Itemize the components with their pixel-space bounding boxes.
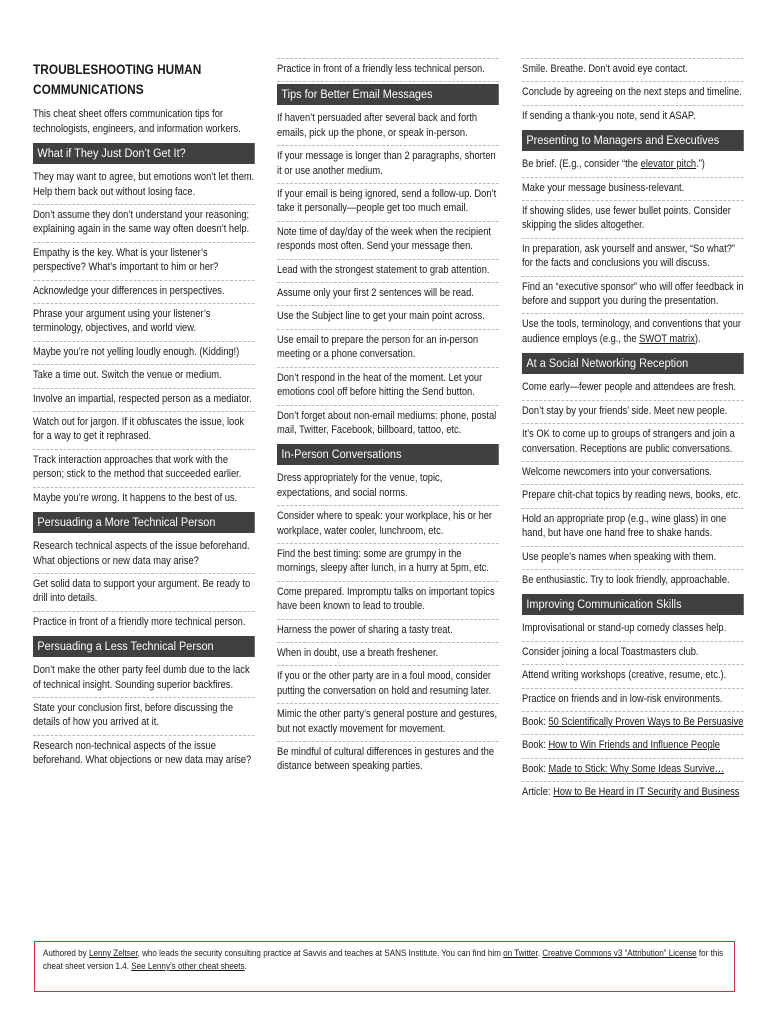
tip-item: Come early—fewer people and attendees are fresh. — [522, 377, 744, 400]
tip-item — [522, 154, 744, 177]
tip-item: Research technical aspects of the issue beforehand. What objections or new data may arise? — [33, 536, 255, 574]
tip-item: Practice on friends and in low-risk environments. — [522, 689, 744, 712]
tip-text: Use the tools, terminology, and conventions that your audience employs (e.g., the — [522, 318, 742, 345]
tip-item: If haven’t persuaded after several back and forth emails, pick up the phone, or speak in-person. — [277, 108, 499, 146]
tip-item: Phrase your argument using your listener’s terminology, objectives, and world view. — [33, 304, 255, 342]
tip-item: Watch out for jargon. If it obfuscates the issue, look for a way to get it rephrased. — [33, 412, 255, 450]
resource-prefix: Book: — [522, 739, 549, 752]
tip-text: .”) — [696, 158, 705, 171]
tip-item: In preparation, ask yourself and answer, “So what?” for the facts and conclusions you will discuss. — [522, 239, 744, 277]
tip-item: Practice in front of a friendly more technical person. — [33, 615, 246, 628]
tip-item: Find the best timing: some are grumpy in the mornings, sleepy after lunch, in a hurry at 5pm, etc. — [277, 544, 499, 582]
resource-item — [522, 712, 744, 735]
tip-item: Improvisational or stand-up comedy classes help. — [522, 618, 744, 641]
tip-item: Come prepared. Impromptu talks on important topics have been known to lead to trouble. — [277, 582, 499, 620]
tip-item: Be enthusiastic. Try to look friendly, approachable. — [522, 573, 730, 586]
tip-item: Lead with the strongest statement to grab attention. — [277, 260, 499, 283]
section-skills — [522, 618, 744, 804]
tip-item: Take a time out. Switch the venue or medium. — [33, 365, 255, 388]
author-link[interactable]: Lenny Zeltser — [88, 948, 138, 958]
tip-item: Don’t respond in the heat of the moment. Let your emotions cool off before hitting the Send button. — [277, 368, 499, 406]
tip-item: When in doubt, use a breath freshener. — [277, 643, 499, 666]
tip-item: Empathy is the key. What is your listener’s perspective? What’s important to him or her? — [33, 243, 255, 281]
section-heading-less-technical: Persuading a Less Technical Person — [33, 636, 255, 657]
footer-text-2: , who leads the security consulting practice at Savvis and teaches at SANS Institute. You can find him — [137, 948, 504, 958]
tip-text: Be brief. (E.g., consider “the — [522, 158, 641, 171]
footer-text-1: Authored by — [43, 948, 89, 958]
section-heading-networking: At a Social Networking Reception — [522, 353, 744, 374]
section-heading-managers: Presenting to Managers and Executives — [522, 130, 744, 151]
section-dont-get-it — [33, 167, 255, 510]
footer-text-5: . — [244, 961, 247, 971]
resource-link[interactable]: How to Win Friends and Influence People — [548, 739, 720, 752]
section-heading-in-person: In-Person Conversations — [277, 444, 499, 465]
section-in-person-continued — [522, 58, 744, 128]
tip-item: Be mindful of cultural differences in gestures and the distance between speaking parties. — [277, 746, 494, 773]
tip-item: Get solid data to support your argument. Be ready to drill into details. — [33, 574, 255, 612]
section-heading-more-technical: Persuading a More Technical Person — [33, 512, 255, 533]
tip-item: Acknowledge your differences in perspectives. — [33, 281, 255, 304]
resource-prefix: Article: — [522, 786, 554, 799]
tip-item: If you or the other party are in a foul mood, consider putting the conversation on hold and resuming later. — [277, 666, 499, 704]
section-email — [277, 108, 499, 442]
section-heading-skills: Improving Communication Skills — [522, 594, 744, 615]
tip-item: Attend writing workshops (creative, resume, etc.). — [522, 665, 744, 688]
tip-item: If your email is being ignored, send a follow-up. Don’t take it personally—people get too much email. — [277, 184, 499, 222]
tip-item: If sending a thank-you note, send it ASAP. — [522, 109, 696, 122]
twitter-link[interactable]: on Twitter — [503, 948, 538, 958]
tip-item: Practice in front of a friendly less technical person. — [277, 58, 499, 82]
resource-link[interactable]: 50 Scientifically Proven Ways to Be Persuasive — [548, 715, 744, 728]
page-title: TROUBLESHOOTING HUMAN COMMUNICATIONS — [33, 62, 202, 97]
section-less-technical — [33, 660, 255, 772]
tip-item: Note time of day/day of the week when the recipient responds most often. Send your message then. — [277, 222, 499, 260]
column-2 — [277, 58, 499, 779]
tip-item: Involve an impartial, respected person as a mediator. — [33, 389, 255, 412]
other-cheat-sheets-link[interactable]: See Lenny’s other cheat sheets — [131, 961, 245, 971]
tip-item: Maybe you’re wrong. It happens to the best of us. — [33, 491, 238, 504]
resource-link[interactable]: How to Be Heard in IT Security and Business — [553, 786, 740, 799]
resource-item — [522, 782, 744, 804]
tip-item: Assume only your first 2 sentences will be read. — [277, 283, 499, 306]
swot-matrix-link[interactable]: SWOT matrix — [639, 332, 695, 345]
resource-item — [522, 759, 744, 782]
tip-item: Hold an appropriate prop (e.g., wine glass) in one hand, but have one hand free to shake hands. — [522, 509, 744, 547]
tip-item — [522, 314, 744, 351]
resource-prefix: Book: — [522, 762, 549, 775]
tip-item: Make your message business-relevant. — [522, 178, 744, 201]
tip-item: Don’t make the other party feel dumb due to the lack of technical insight. Sounding superior backfires. — [33, 660, 255, 698]
resource-prefix: Book: — [522, 715, 549, 728]
footer-text-4: for this cheat sheet version 1.4. — [43, 948, 724, 971]
tip-item: Smile. Breathe. Don’t avoid eye contact. — [522, 58, 744, 82]
footer-credits — [34, 941, 735, 992]
tip-item: Mimic the other party’s general posture and gestures, but not exactly movement for movement. — [277, 704, 499, 742]
tip-item: Conclude by agreeing on the next steps and timeline. — [522, 82, 744, 105]
resource-item — [522, 735, 744, 758]
tip-item: If showing slides, use fewer bullet points. Consider skipping the slides altogether. — [522, 201, 744, 239]
section-in-person — [277, 468, 499, 779]
license-link[interactable]: Creative Commons v3 “Attribution” License — [542, 948, 697, 958]
tip-item: Use email to prepare the person for an in-person meeting or a phone conversation. — [277, 330, 499, 368]
tip-item: Maybe you’re not yelling loudly enough. (Kidding!) — [33, 342, 255, 365]
tip-item: Consider where to speak: your workplace, his or her workplace, water cooler, lunchroom, etc. — [277, 506, 499, 544]
column-1 — [33, 58, 255, 773]
tip-item: Find an “executive sponsor” who will offer feedback in before and support you during the presentation. — [522, 277, 744, 315]
tip-item: Research non-technical aspects of the issue beforehand. What objections or new data may arise? — [33, 739, 252, 767]
resource-link[interactable]: Made to Stick: Why Some Ideas Survive… — [548, 762, 725, 775]
section-heading-dont-get-it: What if They Just Don’t Get It? — [33, 143, 255, 164]
footer-text — [43, 947, 727, 973]
tip-item: Use the Subject line to get your main point across. — [277, 306, 499, 329]
tip-item: It’s OK to come up to groups of strangers and join a conversation. Receptions are public conversations. — [522, 424, 744, 462]
tip-item: Don’t assume they don’t understand your reasoning; explaining again in the same way often doesn’t help. — [33, 205, 255, 243]
tip-item: Harness the power of sharing a tasty treat. — [277, 620, 499, 643]
intro-text: This cheat sheet offers communication tips for technologists, engineers, and information workers. — [33, 108, 241, 135]
tip-item: They may want to agree, but emotions won’t let them. Help them back out without losing face. — [33, 167, 255, 205]
tip-item: Don’t stay by your friends’ side. Meet new people. — [522, 401, 744, 424]
tip-text: ). — [694, 332, 701, 345]
tip-item: Track interaction approaches that work with the person; stick to the method that succeeded earlier. — [33, 450, 255, 488]
footer-text-3: . — [537, 948, 543, 958]
section-managers — [522, 154, 744, 351]
tip-item: If your message is longer than 2 paragraphs, shorten it or use another medium. — [277, 146, 499, 184]
section-heading-email: Tips for Better Email Messages — [277, 84, 499, 105]
section-more-technical — [33, 536, 255, 634]
tip-item: Don’t forget about non-email mediums: phone, postal mail, Twitter, Facebook, billboard, tattoo, etc. — [277, 409, 497, 436]
column-3 — [522, 58, 744, 805]
tip-item: Consider joining a local Toastmasters club. — [522, 642, 744, 665]
section-networking — [522, 377, 744, 592]
tip-item: Use people’s names when speaking with them. — [522, 547, 744, 570]
tip-item: Prepare chit-chat topics by reading news, books, etc. — [522, 485, 744, 508]
tip-item: Dress appropriately for the venue, topic, expectations, and social norms. — [277, 468, 499, 506]
elevator-pitch-link[interactable]: elevator pitch — [640, 158, 697, 171]
tip-item: State your conclusion first, before discussing the details of how you arrived at it. — [33, 698, 255, 736]
tip-item: Welcome newcomers into your conversations. — [522, 462, 744, 485]
